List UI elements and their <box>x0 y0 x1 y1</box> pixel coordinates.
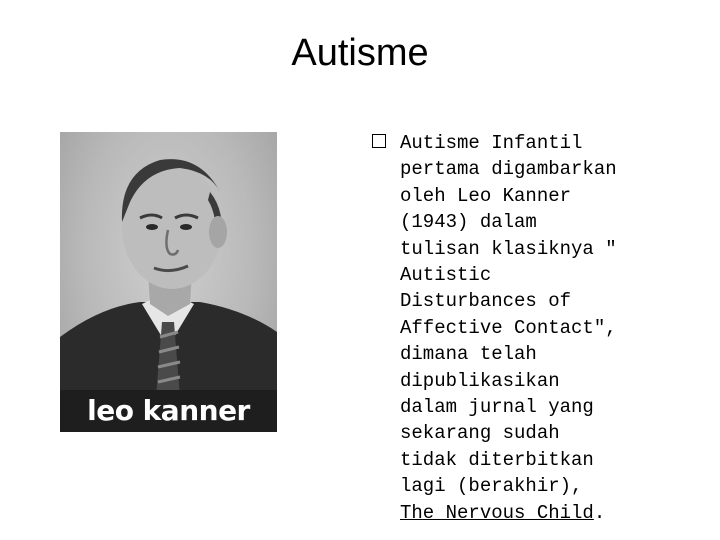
photo-caption: leo kanner <box>87 394 250 427</box>
portrait-illustration <box>60 132 277 432</box>
bullet-text <box>400 130 700 526</box>
text-line: dalam jurnal yang <box>400 396 594 419</box>
text-line: (1943) dalam <box>400 211 537 234</box>
text-line: Autistic <box>400 264 492 287</box>
text-line: dimana telah <box>400 343 537 366</box>
text-line: Disturbances of <box>400 290 572 313</box>
text-line: pertama digambarkan <box>400 158 617 181</box>
text-line: sekarang sudah <box>400 422 560 445</box>
text-line: oleh Leo Kanner <box>400 184 572 207</box>
portrait-photo <box>60 132 277 432</box>
text-line: tidak diterbitkan <box>400 448 594 471</box>
text-line: lagi (berakhir), <box>400 475 583 498</box>
text-line: dipublikasikan <box>400 369 560 392</box>
slide-title: Autisme <box>291 32 429 74</box>
square-bullet-icon <box>372 134 386 148</box>
final-period: . <box>593 501 606 524</box>
text-line: Autisme Infantil <box>400 132 583 154</box>
text-line: tulisan klasiknya " <box>400 237 617 260</box>
journal-name: The Nervous Child <box>400 501 594 524</box>
text-line: Affective Contact", <box>400 316 617 339</box>
